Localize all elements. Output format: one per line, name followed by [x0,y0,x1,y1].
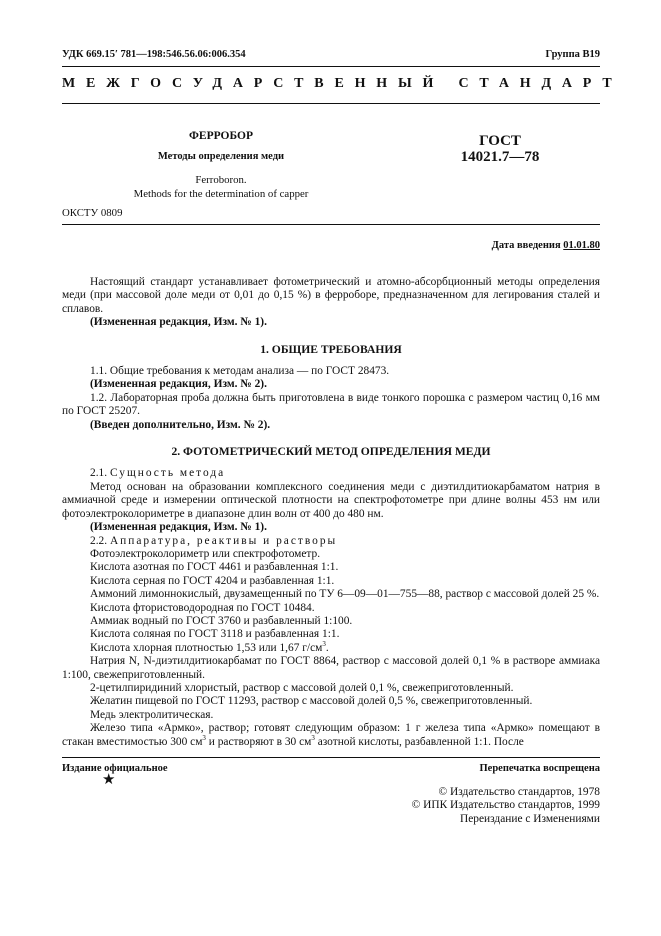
reagent-item: Кислота азотная по ГОСТ 4461 и разбавленная 1:1. [90,561,339,574]
doc-subtitle: Методы определения меди [157,151,285,162]
section-2-title: 2. ФОТОМЕТРИЧЕСКИЙ МЕТОД ОПРЕДЕЛЕНИЯ МЕДИ [171,445,491,459]
standard-banner: МЕЖГОСУДАРСТВЕННЫЙ СТАНДАРТ [62,76,623,91]
para-2-1-heading [62,467,600,480]
reagent-item: Медь электролитическая. [90,708,214,721]
reagent-item: Желатин пищевой по ГОСТ 11293, раствор с массовой долей 0,5 %, свежеприготовленный. [90,695,533,708]
reagent-item: 2-цетилпиридиний хлористый, раствор с массовой долей 0,1 %, свежеприготовленный. [90,681,514,694]
reagent-item: Аммиак водный по ГОСТ 3760 и разбавленный 1:100. [90,614,353,627]
chloric-sup: 3 [322,639,326,648]
oksty-divider [62,224,600,225]
intro-paragraph: Настоящий стандарт устанавливает фотометрический и атомно-абсорбционный методы определения меди (при массовой доле меди от 0,01 до 0,15 %) в ферроборе, предназначенном для легирования сталей и сплавов. [62,276,600,315]
reprint-prohibited: Перепечатка воспрещена [479,763,600,774]
intro-edit-note: (Измененная редакция, Изм. № 1). [90,316,267,329]
doc-title-english [62,174,380,201]
iron-text-a: Железо типа «Армко», раствор; готовят следующим образом: 1 г железа типа «Армко» помещают в стакан вместимостью 300 см [62,722,600,748]
para-1-1-edit: (Измененная редакция, Изм. № 2). [90,378,267,391]
official-edition: Издание официальное [62,763,168,774]
chloric-text: Кислота хлорная плотностью 1,53 или 1,67 г/см [90,641,323,654]
doc-title: ФЕРРОБОР [189,130,253,142]
footer-divider [62,757,600,758]
reagent-iron-solution [62,722,600,749]
gost-designation [440,133,560,165]
title-en-line1: Ferroboron. [195,174,247,186]
group-code: Группа В19 [545,49,600,60]
intro-date [492,239,600,252]
reagent-item: Аммоний лимоннокислый, двузамещенный по ТУ 6—09—01—755—88, раствор с массовой долей 25 %. [90,588,600,601]
reagent-chloric-acid [62,639,600,655]
title-en-line2: Methods for the determination of capper [133,187,309,200]
para-2-2-title: Аппаратура, реактивы и растворы [109,534,338,547]
para-1-2: 1.2. Лабораторная проба должна быть приготовлена в виде тонкого порошка с размером частиц 0,16 мм по ГОСТ 25207. [62,391,600,418]
oksty-code: ОКСТУ 0809 [62,207,123,219]
copyright-1978: © Издательство стандартов, 1978 [438,786,600,798]
para-2-1-number: 2.1. [90,467,108,480]
intro-date-label: Дата введения [491,240,561,251]
udk-code: УДК 669.15′ 781—198:546.56.06:006.354 [62,49,246,60]
gost-label: ГОСТ [479,133,521,149]
reissue-note: Переиздание с Изменениями [460,812,600,825]
reagent-item: Кислота фтористоводородная по ГОСТ 10484. [90,601,315,614]
section-1-title: 1. ОБЩИЕ ТРЕБОВАНИЯ [260,342,402,356]
para-2-1-text: Метод основан на образовании комплексного соединения меди с диэтилдитиокарбаматом натрия в аммиачной среде и измерении оптической плотности на спектрофотометре при длине волны 453 нм или фотоэлектроколориметре в диапазоне длин волн от 400 до 480 нм. [62,480,600,520]
para-1-1: 1.1. Общие требования к методам анализа — по ГОСТ 28473. [90,365,390,378]
iron-sup-2: 3 [311,733,315,742]
para-2-1-title: Сущность метода [109,467,226,480]
reagent-item: Кислота соляная по ГОСТ 3118 и разбавленная 1:1. [90,628,340,641]
chloric-end: . [325,641,329,654]
iron-sup-1: 3 [202,733,206,742]
gost-number: 14021.7—78 [460,149,540,165]
top-divider [62,66,600,67]
banner-divider [62,103,600,104]
reagent-item: Кислота серная по ГОСТ 4204 и разбавленная 1:1. [90,574,335,587]
para-2-2-heading [62,535,600,548]
intro-date-value: 01.01.80 [563,240,600,251]
copyright-1999: © ИПК Издательство стандартов, 1999 [411,799,600,812]
reagent-item: Натрия N, N-диэтилдитиокарбамат по ГОСТ 8864, раствор с массовой долей 0,1 % в растворе аммиака 1:100, свежеприготовленный. [62,655,600,681]
iron-text-c: азотной кислоты, разбавленной 1:1. После [314,735,524,748]
document-body [62,276,600,749]
para-2-2-number: 2.2. [90,534,108,547]
copyright-block [412,786,600,826]
star-icon: ★ [102,772,116,788]
iron-text-b: и растворяют в 30 см [205,735,312,748]
reagent-item: Фотоэлектроколориметр или спектрофотометр. [90,547,321,560]
para-2-1-edit: (Измененная редакция, Изм. № 1). [90,521,267,534]
para-1-2-edit: (Введен дополнительно, Изм. № 2). [90,418,271,431]
